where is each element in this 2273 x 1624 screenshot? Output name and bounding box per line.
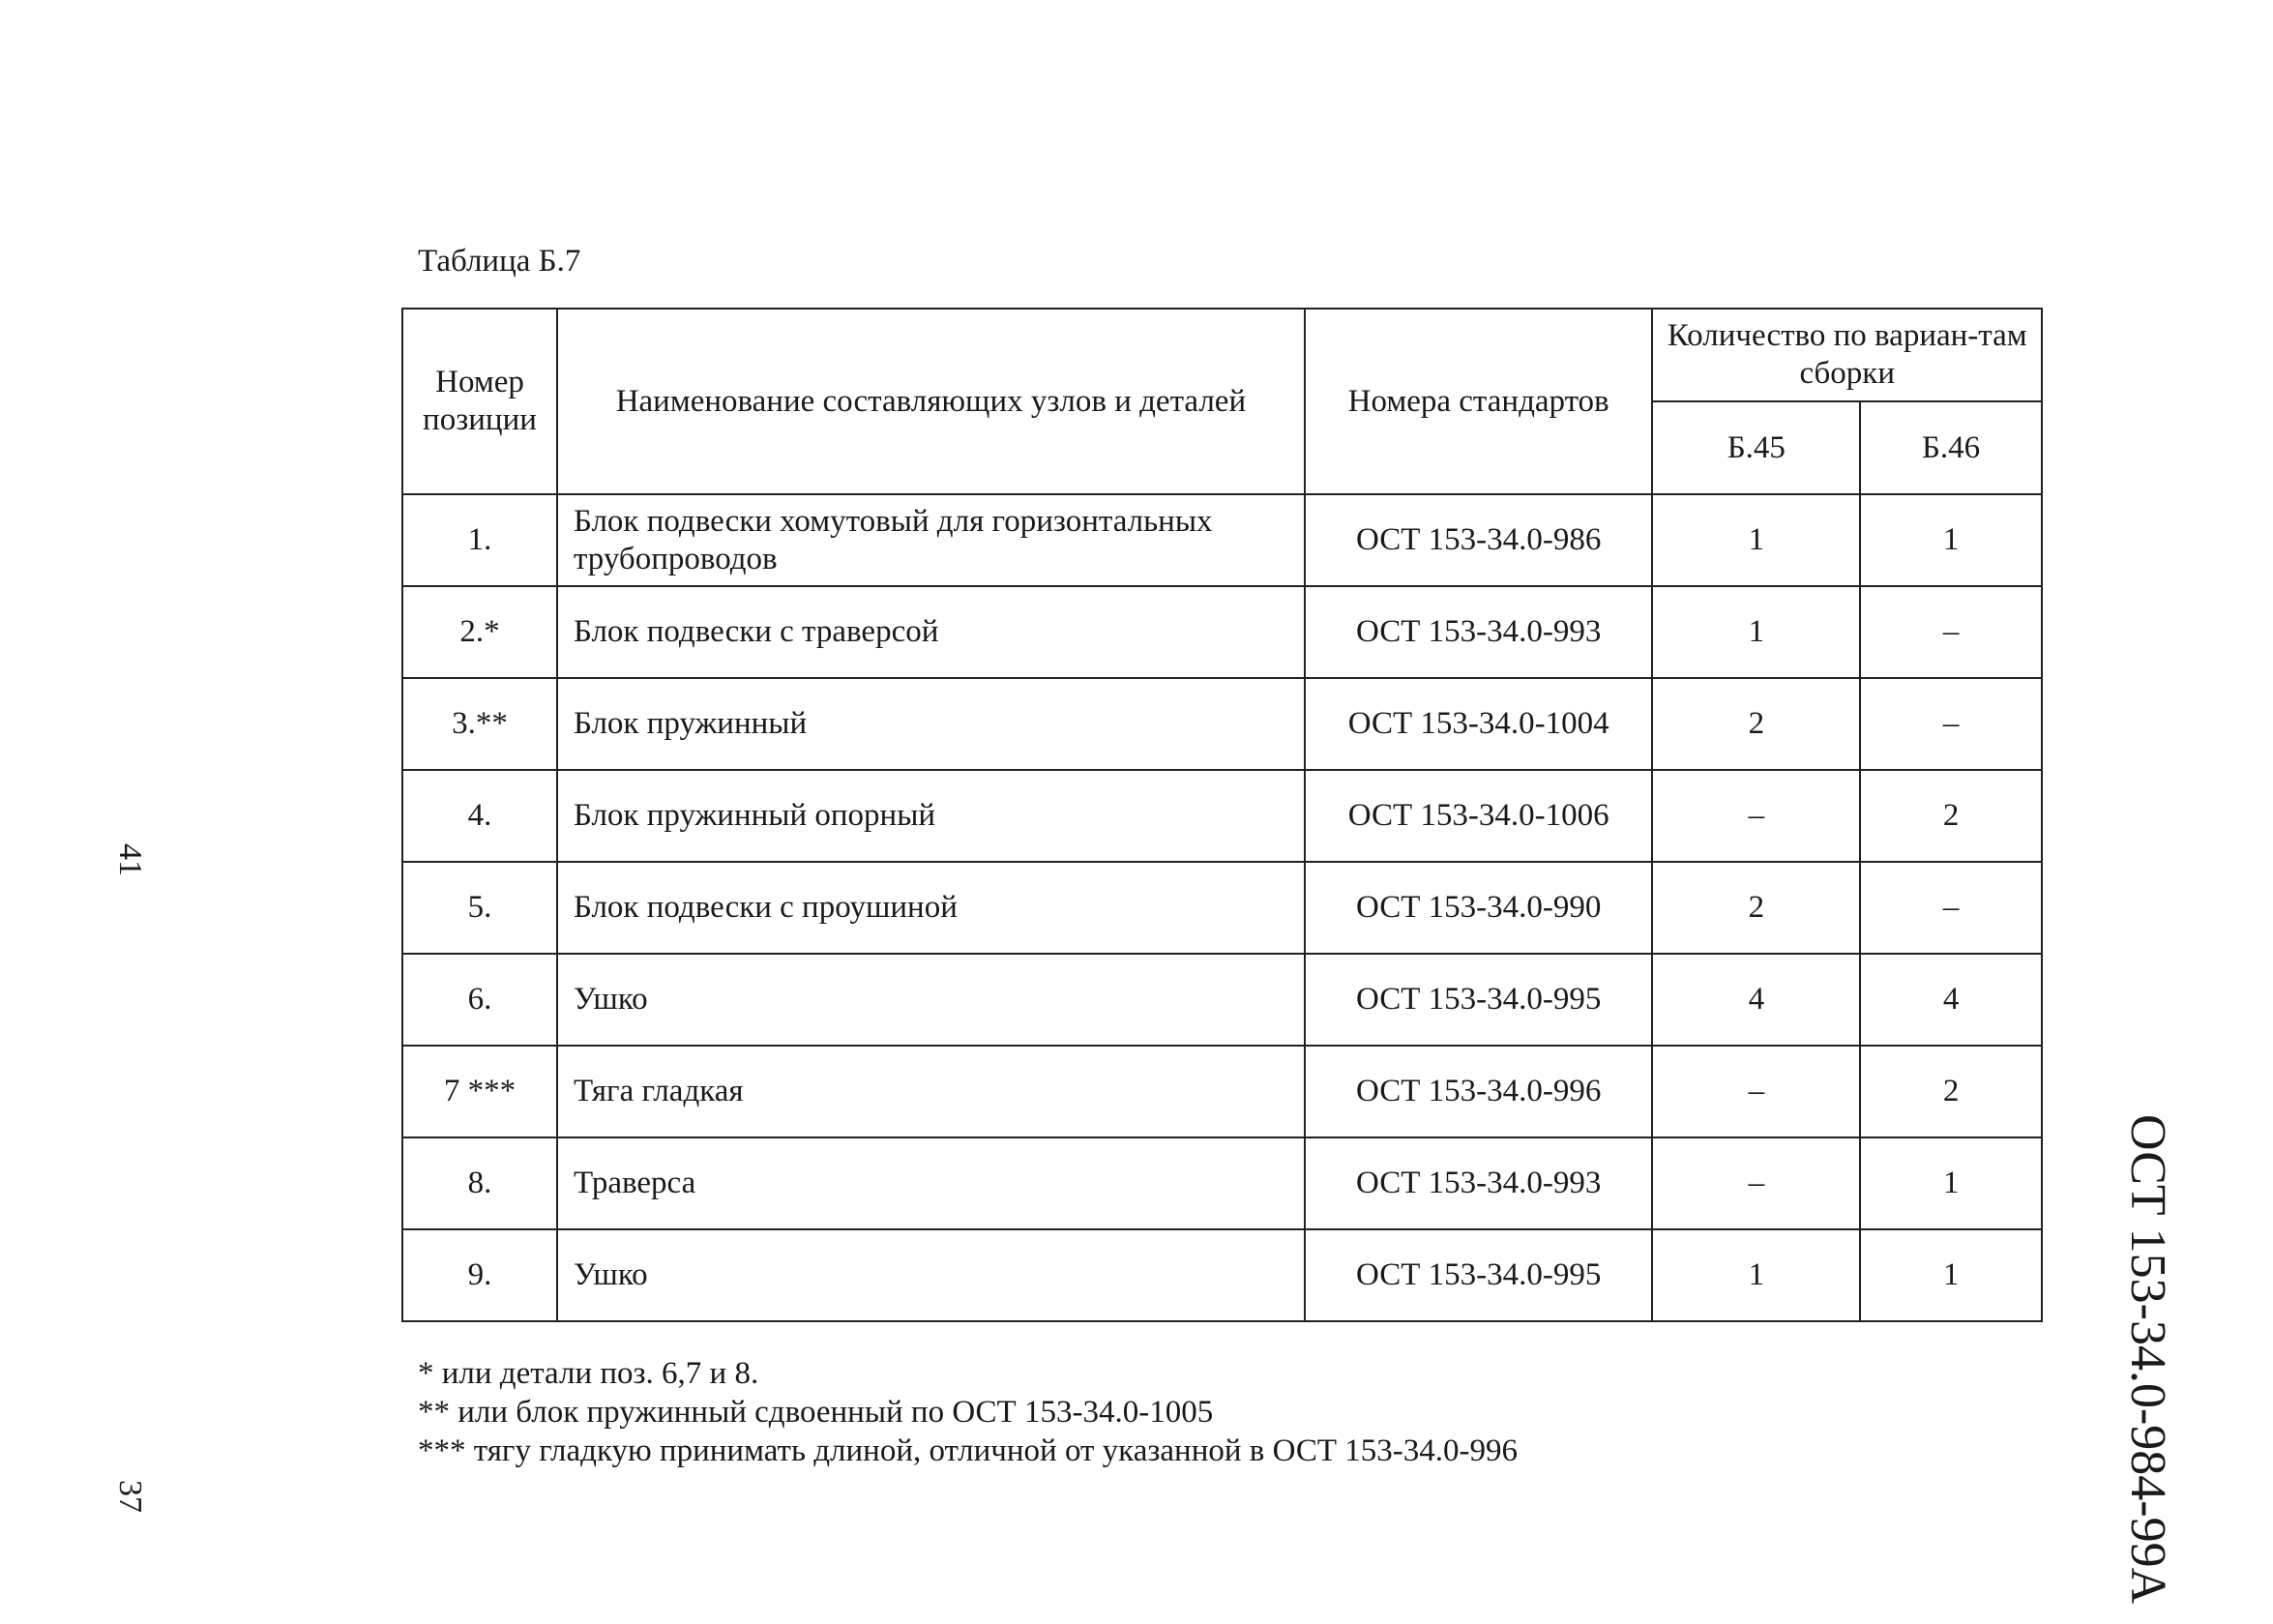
header-quantity: Количество по вариан-там сборки: [1652, 309, 2042, 401]
table-row: [402, 494, 2042, 586]
cell-position: 6.: [402, 954, 557, 1046]
table-row: [402, 678, 2042, 770]
cell-qty-b46: –: [1860, 586, 2042, 678]
cell-qty-b46: 1: [1860, 1229, 2042, 1321]
cell-standard: ОСТ 153-34.0-990: [1305, 862, 1653, 954]
cell-qty-b45: 1: [1652, 586, 1860, 678]
cell-standard: ОСТ 153-34.0-995: [1305, 954, 1653, 1046]
cell-qty-b46: 1: [1860, 1137, 2042, 1229]
page-number-side-bottom: 37: [112, 1480, 148, 1513]
cell-qty-b45: 2: [1652, 678, 1860, 770]
cell-name: Блок подвески хомутовый для горизонтальных трубопроводов: [557, 494, 1305, 586]
cell-name: Блок подвески с траверсой: [557, 586, 1305, 678]
cell-position: 2.*: [402, 586, 557, 678]
cell-standard: ОСТ 153-34.0-993: [1305, 586, 1653, 678]
cell-name: Блок подвески с проушиной: [557, 862, 1305, 954]
cell-name: Ушко: [557, 954, 1305, 1046]
cell-standard: ОСТ 153-34.0-986: [1305, 494, 1653, 586]
cell-position: 9.: [402, 1229, 557, 1321]
table-row: [402, 586, 2042, 678]
cell-qty-b45: –: [1652, 1137, 1860, 1229]
header-variant-b46: Б.46: [1860, 401, 2042, 494]
footnotes: [418, 1354, 1518, 1470]
cell-standard: ОСТ 153-34.0-1004: [1305, 678, 1653, 770]
cell-qty-b45: –: [1652, 770, 1860, 862]
footnote: * или детали поз. 6,7 и 8.: [418, 1356, 759, 1391]
cell-qty-b46: 4: [1860, 954, 2042, 1046]
cell-name: Блок пружинный: [557, 678, 1305, 770]
header-standards: Номера стандартов: [1305, 309, 1653, 494]
cell-qty-b46: 1: [1860, 494, 2042, 586]
cell-position: 8.: [402, 1137, 557, 1229]
table-row: [402, 770, 2042, 862]
cell-qty-b46: –: [1860, 678, 2042, 770]
page-number-side-top: 41: [112, 843, 148, 876]
footnote: *** тягу гладкую принимать длиной, отличной от указанной в ОСТ 153-34.0-996: [418, 1433, 1518, 1468]
cell-standard: ОСТ 153-34.0-995: [1305, 1229, 1653, 1321]
table-row: [402, 954, 2042, 1046]
cell-qty-b45: 4: [1652, 954, 1860, 1046]
cell-qty-b45: 1: [1652, 1229, 1860, 1321]
cell-standard: ОСТ 153-34.0-996: [1305, 1046, 1653, 1137]
table-caption: Таблица Б.7: [418, 244, 581, 279]
cell-standard: ОСТ 153-34.0-1006: [1305, 770, 1653, 862]
cell-qty-b46: 2: [1860, 1046, 2042, 1137]
parts-table: [401, 308, 2043, 1322]
cell-position: 1.: [402, 494, 557, 586]
table-row: [402, 862, 2042, 954]
cell-name: Тяга гладкая: [557, 1046, 1305, 1137]
document-code: ОСТ 153-34.0-984-99А: [2120, 1114, 2175, 1605]
table-row: [402, 1046, 2042, 1137]
footnote: ** или блок пружинный сдвоенный по ОСТ 153-34.0-1005: [418, 1395, 1214, 1430]
table-row: [402, 1137, 2042, 1229]
header-name: Наименование составляющих узлов и деталей: [557, 309, 1305, 494]
cell-name: Траверса: [557, 1137, 1305, 1229]
cell-qty-b45: 2: [1652, 862, 1860, 954]
cell-name: Ушко: [557, 1229, 1305, 1321]
cell-qty-b46: 2: [1860, 770, 2042, 862]
header-position: Номер позиции: [402, 309, 557, 494]
cell-standard: ОСТ 153-34.0-993: [1305, 1137, 1653, 1229]
cell-name: Блок пружинный опорный: [557, 770, 1305, 862]
cell-qty-b45: 1: [1652, 494, 1860, 586]
cell-qty-b46: –: [1860, 862, 2042, 954]
cell-position: 5.: [402, 862, 557, 954]
cell-position: 7 ***: [402, 1046, 557, 1137]
table-row: [402, 1229, 2042, 1321]
cell-position: 4.: [402, 770, 557, 862]
header-variant-b45: Б.45: [1652, 401, 1860, 494]
cell-position: 3.**: [402, 678, 557, 770]
cell-qty-b45: –: [1652, 1046, 1860, 1137]
